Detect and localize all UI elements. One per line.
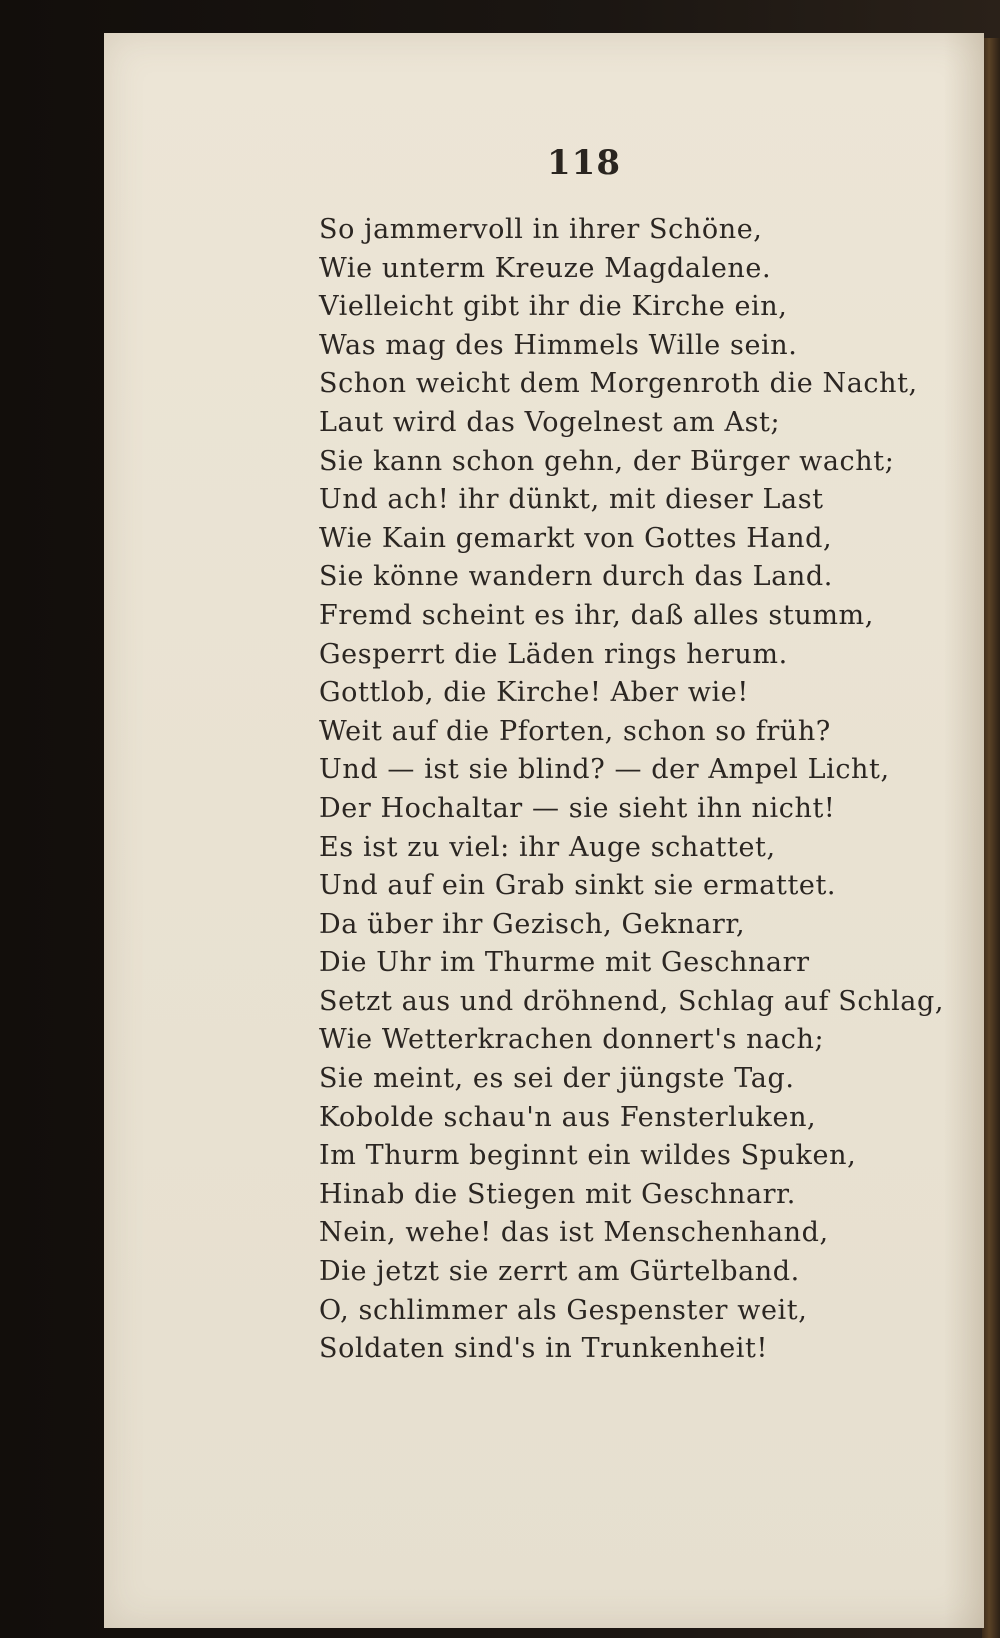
verse-line: Und — ist sie blind? — der Ampel Licht,: [319, 754, 890, 786]
verse-line: Soldaten sind's in Trunkenheit!: [319, 1333, 768, 1365]
verse-line: Wie Kain gemarkt von Gottes Hand,: [319, 522, 833, 554]
verse-line: Und auf ein Grab sinkt sie ermattet.: [319, 870, 837, 902]
verse-line: Gottlob, die Kirche! Aber wie!: [319, 677, 749, 709]
book-edge: [982, 38, 1000, 1638]
verse-line: Gesperrt die Läden rings herum.: [319, 638, 788, 670]
verse-line: Laut wird das Vogelnest am Ast;: [319, 406, 781, 438]
verse-line: Nein, wehe! das ist Menschenhand,: [319, 1217, 829, 1249]
book-page: [104, 33, 984, 1628]
verse-line: So jammervoll in ihrer Schöne,: [319, 214, 763, 245]
verse-line: O, schlimmer als Gespenster weit,: [319, 1294, 808, 1326]
verse-line: Kobolde schau'n aus Fensterluken,: [319, 1101, 817, 1133]
poem-text: [319, 211, 944, 1369]
verse-line: Sie meint, es sei der jüngste Tag.: [319, 1063, 795, 1095]
verse-line: Setzt aus und dröhnend, Schlag auf Schlag,: [319, 985, 945, 1017]
verse-line: Was mag des Himmels Wille sein.: [319, 329, 798, 361]
page-number: 118: [547, 143, 621, 183]
verse-line: Die jetzt sie zerrt am Gürtelband.: [319, 1256, 800, 1288]
verse-line: Und ach! ihr dünkt, mit dieser Last: [319, 484, 824, 516]
verse-line: Fremd scheint es ihr, daß alles stumm,: [319, 599, 874, 631]
verse-line: Im Thurm beginnt ein wildes Spuken,: [319, 1140, 857, 1172]
page-shadow: [944, 33, 984, 1628]
verse-line: Sie könne wandern durch das Land.: [319, 561, 833, 593]
verse-line: Die Uhr im Thurme mit Geschnarr: [319, 947, 810, 979]
verse-line: Es ist zu viel: ihr Auge schattet,: [319, 831, 776, 863]
verse-line: Wie unterm Kreuze Magdalene.: [319, 252, 772, 284]
verse-line: Sie kann schon gehn, der Bürger wacht;: [319, 445, 895, 477]
verse-line: Weit auf die Pforten, schon so früh?: [319, 715, 831, 747]
verse-line: Da über ihr Gezisch, Geknarr,: [319, 908, 746, 940]
verse-line: Vielleicht gibt ihr die Kirche ein,: [319, 291, 788, 323]
verse-line: Hinab die Stiegen mit Geschnarr.: [319, 1178, 796, 1210]
verse-line: Der Hochaltar — sie sieht ihn nicht!: [319, 792, 836, 824]
verse-line: Schon weicht dem Morgenroth die Nacht,: [319, 368, 918, 400]
verse-line: Wie Wetterkrachen donnert's nach;: [319, 1024, 825, 1056]
